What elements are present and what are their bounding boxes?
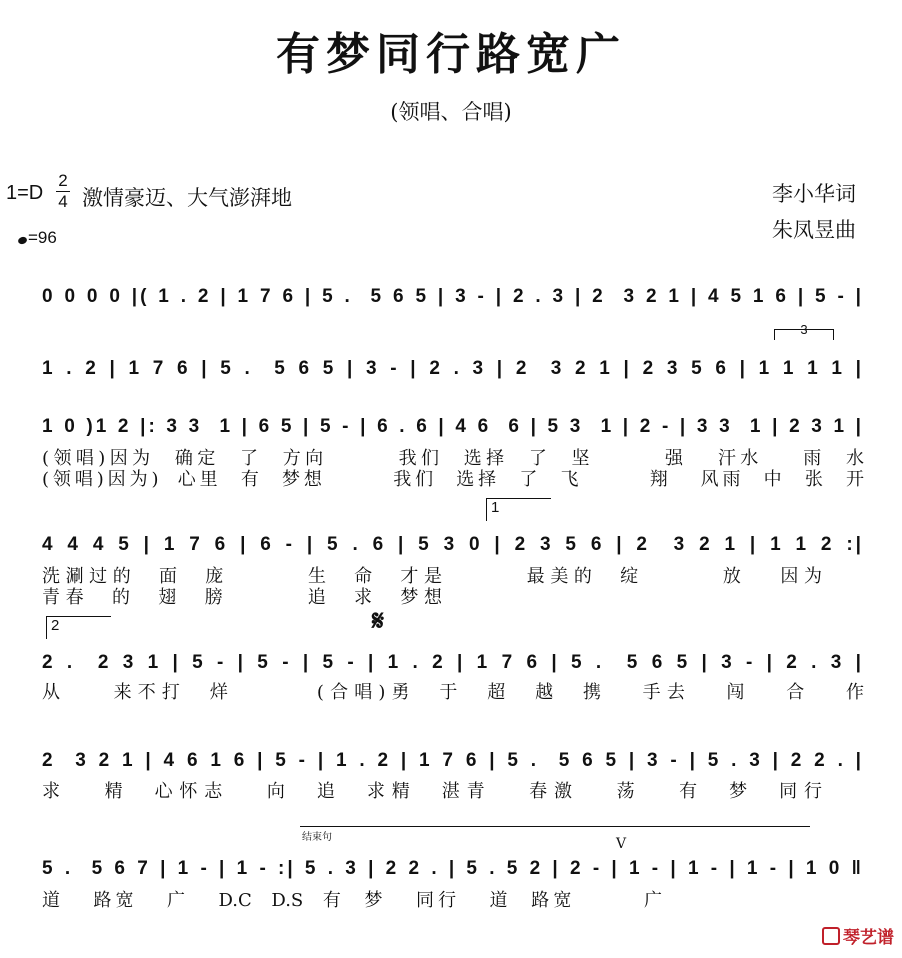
lyric-line: 青春 的 翅 膀 追 求 梦想 — [42, 587, 442, 608]
coda-label: 结束句 — [302, 832, 332, 843]
triplet-number: 3 — [800, 322, 808, 337]
lyric-line: 道 路宽 广 D.C D.S 有 梦 同行 道 路宽 广 — [42, 890, 662, 911]
notation-line: 1 0 )1 2 |: 3 3 1 | 6 5 | 5 - | 6 . 6 | 4 6 6 | 5 3 1 | 2 - | 3 3 1 | 2 3 1 | — [42, 416, 864, 437]
score-row-7 — [42, 850, 864, 880]
quarter-note-icon — [17, 236, 28, 246]
song-title: 有梦同行路宽广 — [276, 29, 626, 80]
key-signature: 1=D — [6, 182, 44, 204]
song-subtitle: (领唱、合唱) — [390, 100, 512, 124]
coda-bracket — [300, 826, 810, 827]
breath-mark: V — [616, 836, 627, 852]
composer-credit: 朱凤昱曲 — [772, 218, 856, 242]
score-row-3 — [42, 408, 864, 438]
lyric-line: 洗涮过的 面 庞 生 命 才是 最美的 绽 放 因为 — [42, 566, 822, 587]
volta-number: 1 — [491, 499, 500, 516]
notation-line: 5 . 5 6 7 | 1 - | 1 - :| 5 . 3 | 2 2 . | 5 . 5 2 | 2 - | 1 - | 1 - | 1 - | 1 0 ‖ — [42, 858, 864, 879]
score-row-5 — [42, 644, 864, 674]
lyric-line: (领唱)因为 确定 了 方向 我们 选择 了 坚 强 汗水 雨 水 — [42, 448, 864, 469]
lyric-line: 求 精 心怀志 向 追 求精 湛青 春激 荡 有 梦 同行 — [42, 781, 822, 802]
time-signature — [56, 172, 70, 211]
lyricist-credit: 李小华词 — [772, 182, 856, 206]
score-row-2 — [42, 350, 864, 380]
tempo-bpm — [18, 228, 57, 248]
lyric-line: (领唱)因为) 心里 有 梦想 我们 选择 了 飞 翔 风雨 中 张 开 — [42, 469, 864, 490]
segno-icon: 𝄋 — [372, 604, 385, 637]
notation-line: 2 . 2 3 1 | 5 - | 5 - | 5 - | 1 . 2 | 1 7 6 | 5 . 5 6 5 | 3 - | 2 . 3 | — [42, 652, 864, 673]
logo-icon — [822, 927, 840, 945]
volta-bracket-1 — [486, 498, 551, 521]
volta-bracket-2 — [46, 616, 111, 639]
tempo-marking: 激情豪迈、大气澎湃地 — [82, 186, 292, 210]
score-row-4 — [42, 526, 864, 556]
notation-line: 4 4 4 5 | 1 7 6 | 6 - | 5 . 6 | 5 3 0 | 2 3 5 6 | 2 3 2 1 | 1 1 2 :| — [42, 534, 864, 555]
notation-line: 1 . 2 | 1 7 6 | 5 . 5 6 5 | 3 - | 2 . 3 | 2 3 2 1 | 2 3 5 6 | 1 1 1 1 | — [42, 358, 864, 379]
meter-bottom: 4 — [58, 192, 68, 211]
meter-top: 2 — [58, 171, 68, 190]
volta-number: 2 — [51, 617, 60, 634]
notation-line: 2 3 2 1 | 4 6 1 6 | 5 - | 1 . 2 | 1 7 6 | 5 . 5 6 5 | 3 - | 5 . 3 | 2 2 . | — [42, 750, 864, 771]
triplet-bracket — [774, 322, 834, 340]
lyric-line: 从 来不打 烊 (合唱)勇 于 超 越 携 手去 闯 合 作 — [42, 682, 864, 703]
site-watermark — [822, 923, 894, 948]
watermark-text: 琴艺谱 — [843, 928, 894, 947]
tempo-value: =96 — [28, 228, 57, 247]
notation-line: 0 0 0 0 |( 1 . 2 | 1 7 6 | 5 . 5 6 5 | 3 - | 2 . 3 | 2 3 2 1 | 4 5 1 6 | 5 - | — [42, 286, 864, 307]
score-row-6 — [42, 742, 864, 772]
score-row-1 — [42, 278, 864, 308]
